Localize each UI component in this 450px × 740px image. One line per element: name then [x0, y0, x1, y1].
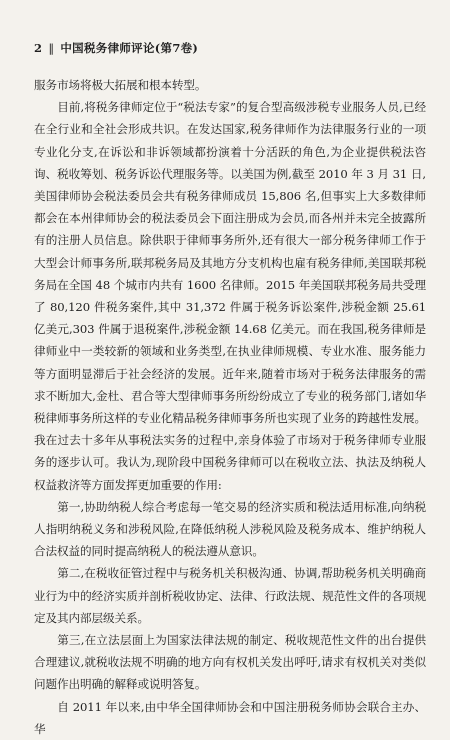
- header-separator: ‖: [48, 41, 55, 55]
- body-text: [34, 74, 426, 740]
- paragraph: 目前,将税务律师定位于“税法专家”的复合型高级涉税专业服务人员,已经在全行业和全社会形成共识。在发达国家,税务律师作为法律服务行业的一项专业化分支,在诉讼和非诉领域都扮演着十分活跃的角色,为企业提供税法咨询、税收筹划、税务诉讼代理服务等。以美国为例,截至 2010 年 3 月 31 日,美国律师协会税法委员会共有税务律师成员 15,806 名,但事实上大多数律师都会在本州律师协会的税法委员会下面注册成为会员,而各州并未完全披露所有的注册人员信息。除供职于律师事务所外,还有很大一部分税务律师工作于大型会计师事务所,联邦税务局及其地方分支机构也雇有税务律师,美国联邦税务局在全国 48 个城市内共有 1600 名律师。2015 年美国联邦税务局共受理了 80,120 件税务案件,其中 31,372 件属于税务诉讼案件,涉税金额 25.61 亿美元,303 件属于退税案件,涉税金额 14.68 亿美元。而在我国,税务律师是律师业中一类较新的领域和业务类型,在执业律师规模、专业水准、服务能力等方面明显滞后于社会经济的发展。近年来,随着市场对于税务法律服务的需求不断加大,金杜、君合等大型律师事务所纷纷成立了专业的税务部门,诸如华税律师事务所这样的专业化精品税务律师事务所也实现了业务的跨越性发展。我在过去十多年从事税法实务的过程中,亲身体验了市场对于税务律师专业服务的逐步认可。我认为,现阶段中国税务律师可以在税收立法、执法及纳税人权益救济等方面发挥更加重要的作用:: [34, 100, 426, 492]
- page-number: 2: [34, 41, 43, 55]
- paragraph: 第二,在税收征管过程中与税务机关积极沟通、协调,帮助税务机关明确商业行为中的经济实质并剖析税收协定、法律、行政法规、规范性文件的各项规定及其内部层级关系。: [34, 566, 426, 625]
- journal-title: 中国税务律师评论(第7卷): [60, 41, 199, 55]
- paragraph: 第三,在立法层面上为国家法律法规的制定、税收规范性文件的出台提供合理建议,就税收法规不明确的地方向有权机关发出呼吁,请求有权机关对类似问题作出明确的解释或说明答复。: [34, 633, 426, 692]
- paragraph: 自 2011 年以来,由中华全国律师协会和中国注册税务师协会联合主办、华: [34, 699, 426, 736]
- paragraph: 第一,协助纳税人综合考虑每一笔交易的经济实质和税法适用标准,向纳税人指明纳税义务和涉税风险,在降低纳税人涉税风险及税务成本、维护纳税人合法权益的同时提高纳税人的税法遵从意识。: [34, 499, 426, 559]
- running-header: [34, 40, 198, 56]
- paragraph: 服务市场将极大拓展和根本转型。: [34, 78, 207, 92]
